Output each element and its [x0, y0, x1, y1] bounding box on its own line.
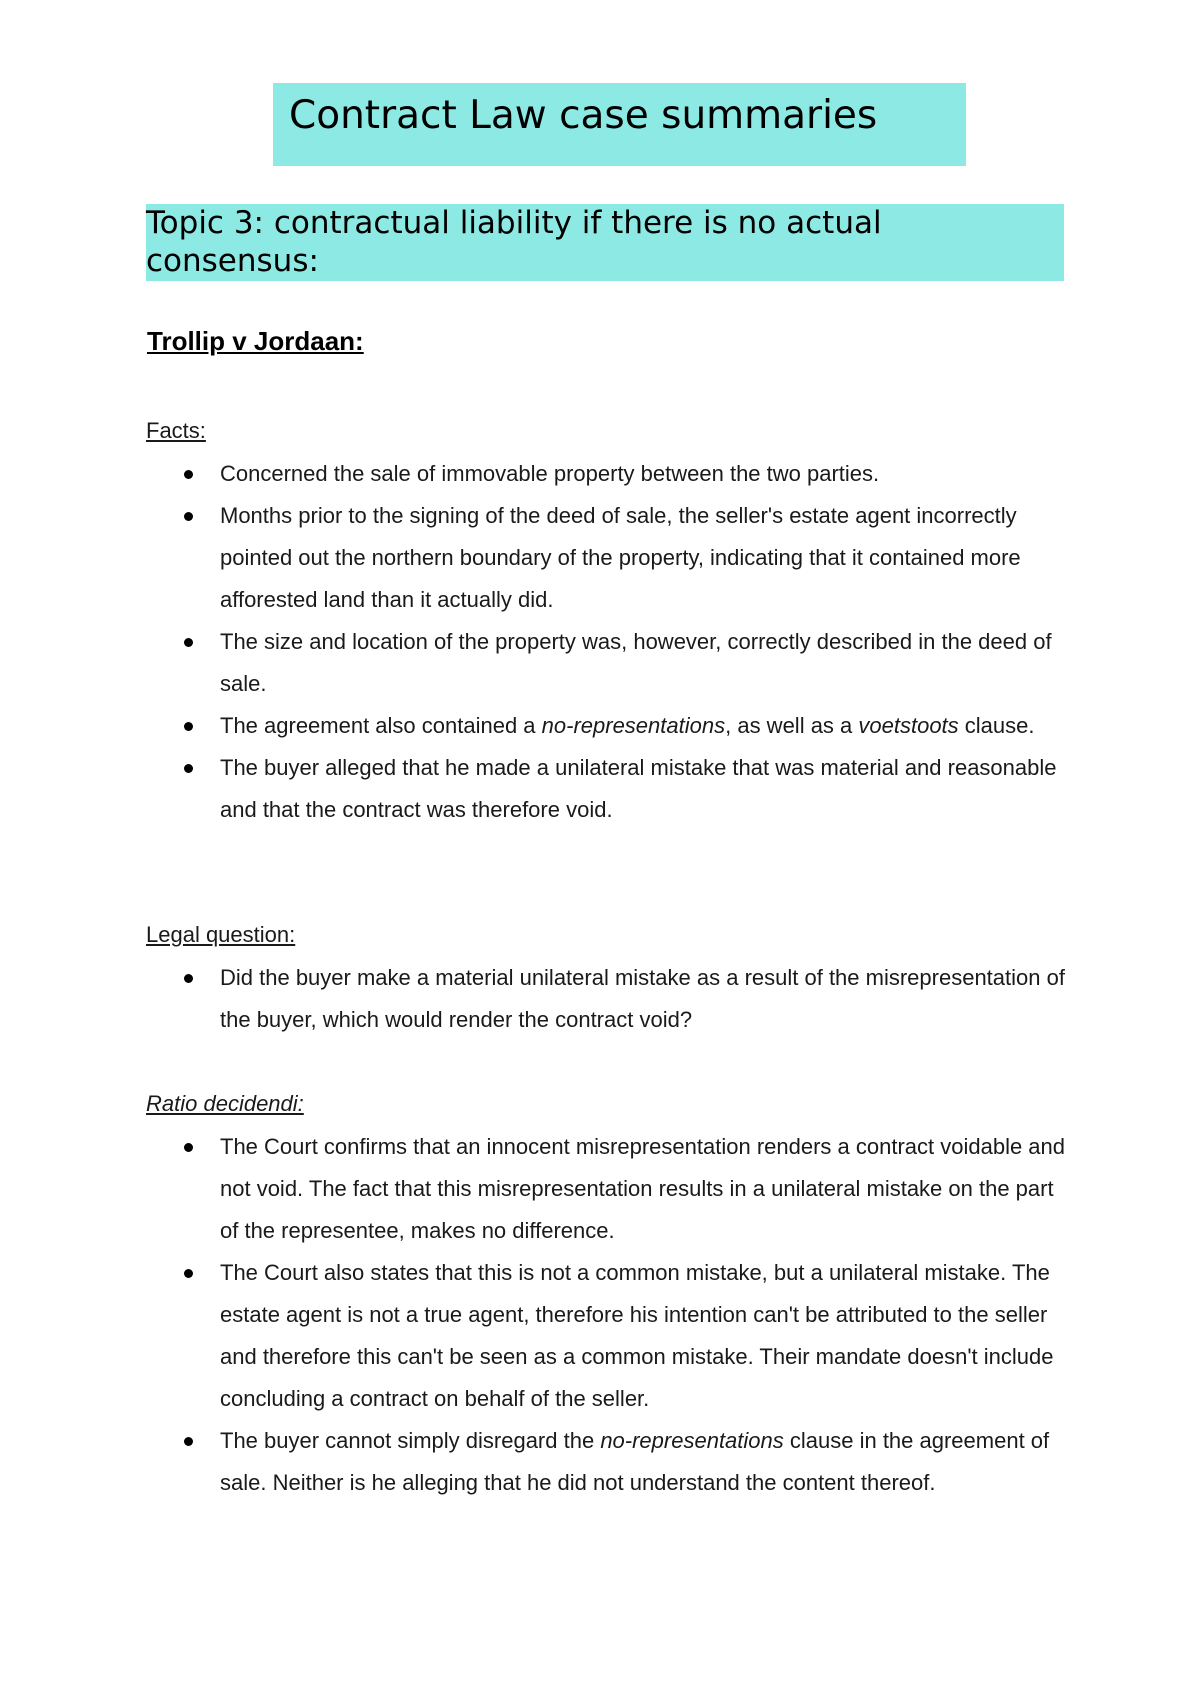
list-item: Concerned the sale of immovable property between the two parties. [146, 453, 1066, 495]
legal-question-label: Legal question: [146, 922, 296, 947]
list-item: The Court confirms that an innocent misrepresentation renders a contract voidable and not void. The fact that this misrepresentation results in a unilateral mistake on the part of the representee, makes no difference. [146, 1126, 1066, 1252]
list-item: The size and location of the property was, however, correctly described in the deed of sale. [146, 621, 1066, 705]
ratio-decidendi-label: Ratio decidendi: [146, 1091, 304, 1116]
list-item: Did the buyer make a material unilateral mistake as a result of the misrepresentation of the buyer, which would render the contract void? [146, 957, 1066, 1041]
list-item: The buyer alleged that he made a unilateral mistake that was material and reasonable and that the contract was therefore void. [146, 747, 1066, 831]
case-name: Trollip v Jordaan: [147, 326, 364, 356]
list-item: The agreement also contained a no-representations, as well as a voetstoots clause. [146, 705, 1066, 747]
list-item: Months prior to the signing of the deed of sale, the seller's estate agent incorrectly pointed out the northern boundary of the property, indicating that it contained more afforested land than it actually did. [146, 495, 1066, 621]
facts-label: Facts: [146, 418, 206, 443]
document-title-highlight [273, 83, 966, 166]
ratio-decidendi-list [146, 1126, 1066, 1504]
list-item: The Court also states that this is not a common mistake, but a unilateral mistake. The estate agent is not a true agent, therefore his intention can't be attributed to the seller and therefore this can't be seen as a common mistake. Their mandate doesn't include concluding a contract on behalf of the seller. [146, 1252, 1066, 1420]
topic-heading: Topic 3: contractual liability if there is no actual consensus: [146, 205, 882, 279]
document-title: Contract Law case summaries [289, 93, 878, 138]
facts-list [146, 453, 1066, 831]
topic-heading-highlight [146, 204, 1064, 281]
legal-question-list [146, 957, 1066, 1041]
list-item: The buyer cannot simply disregard the no-representations clause in the agreement of sale. Neither is he alleging that he did not understand the content thereof. [146, 1420, 1066, 1504]
